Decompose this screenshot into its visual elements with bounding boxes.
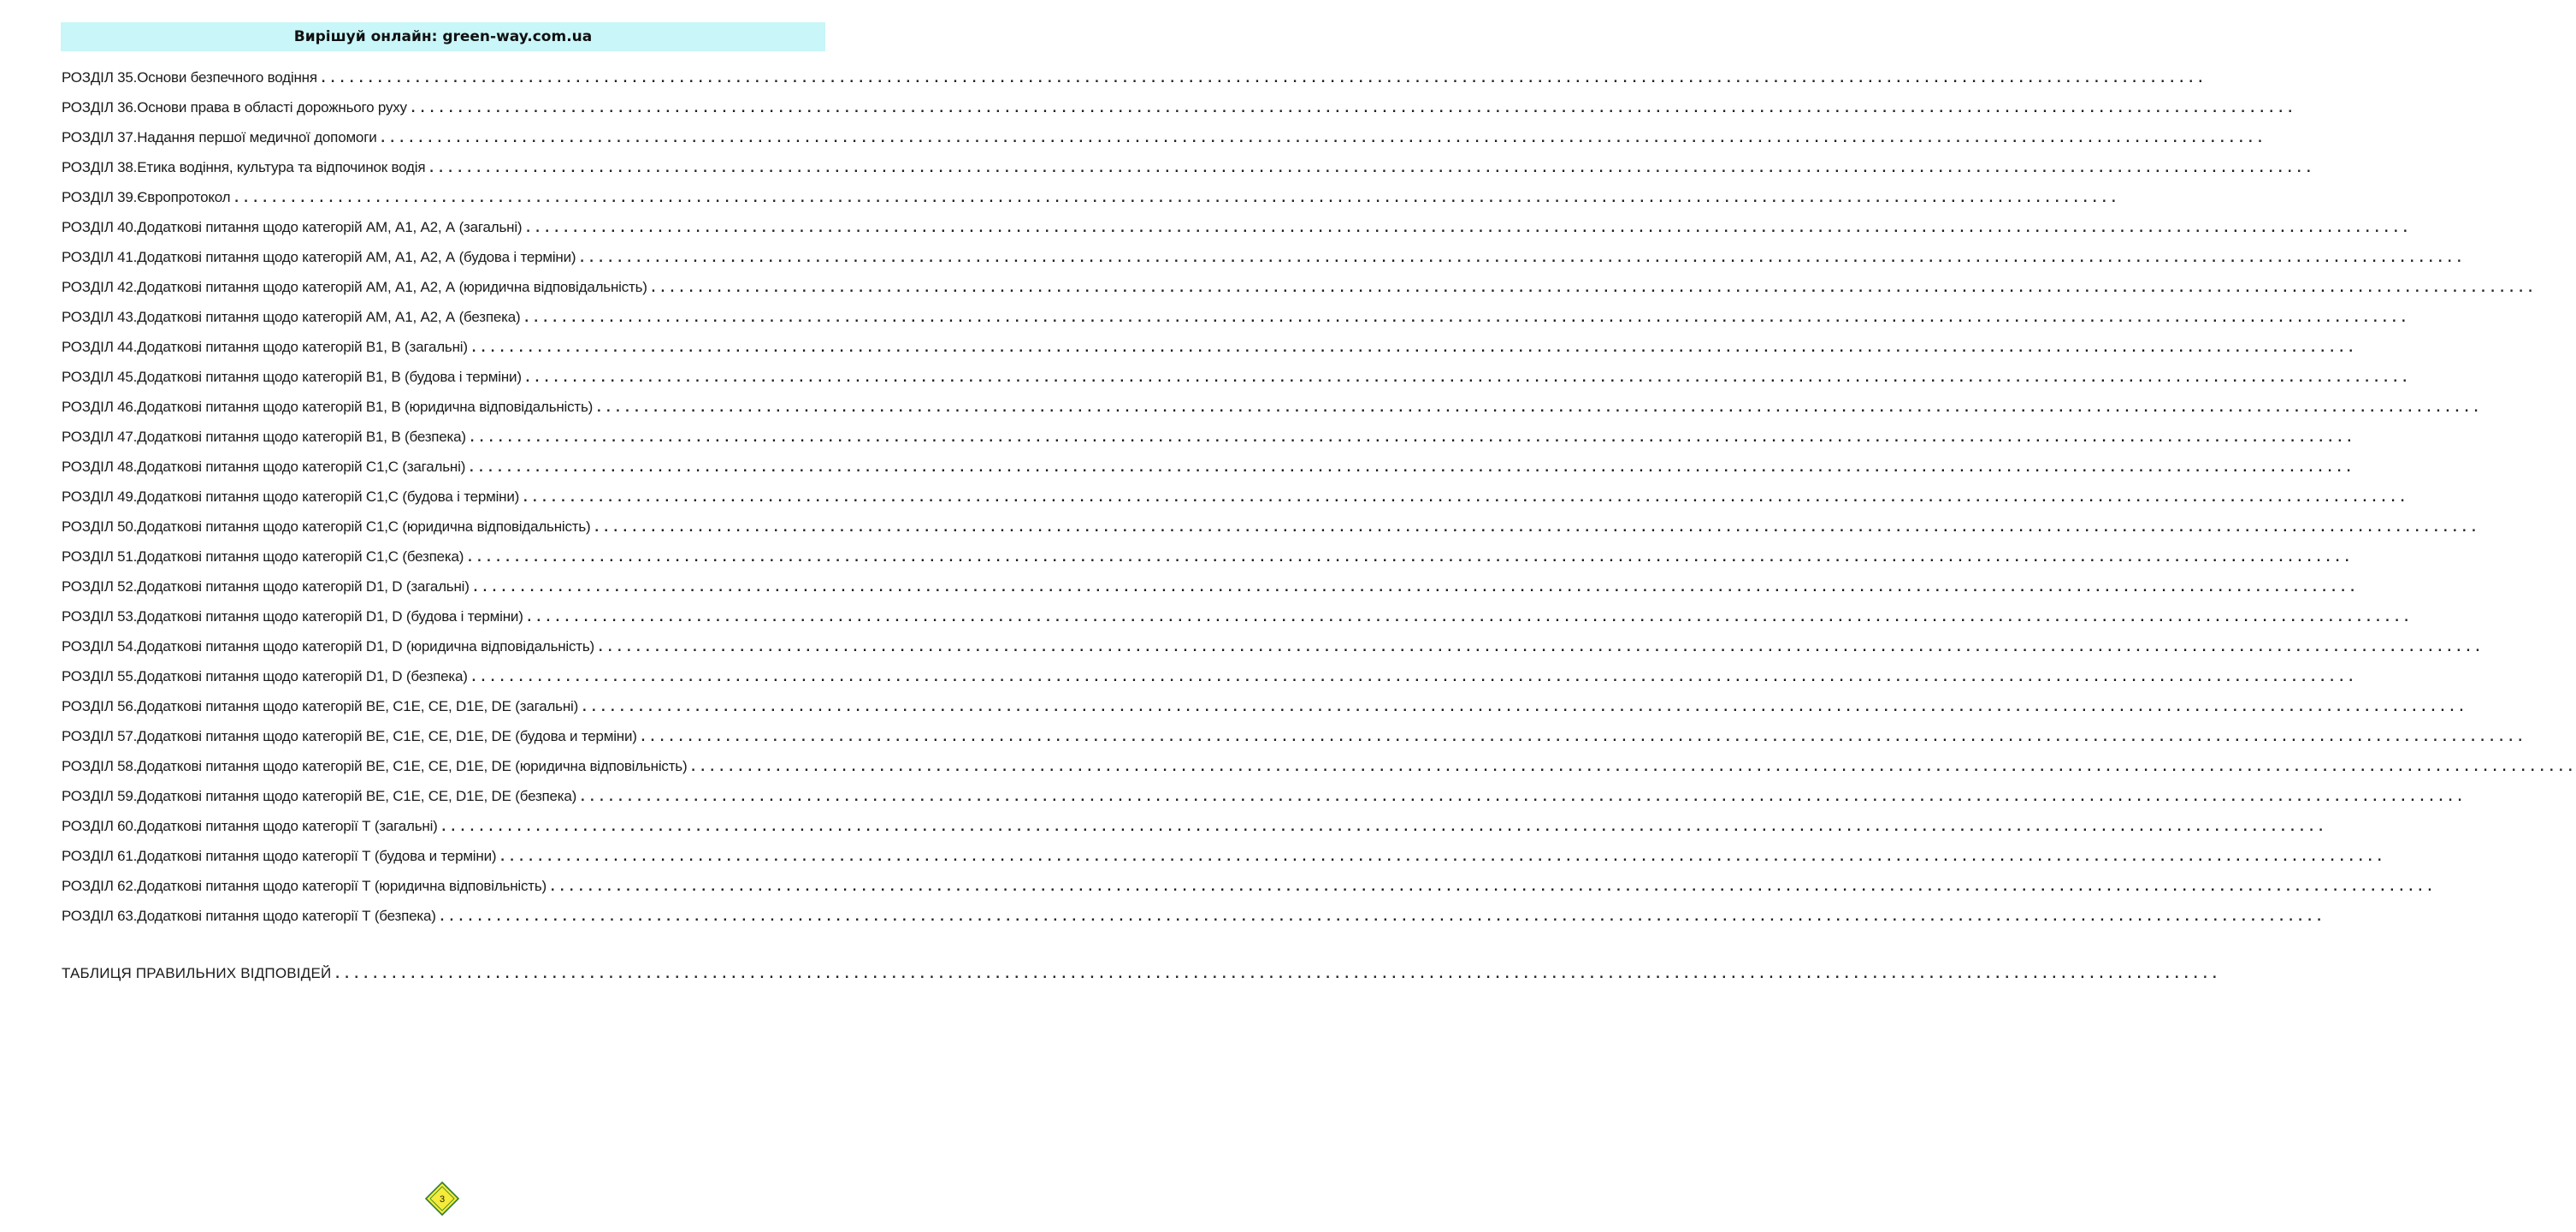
dot-leader: ........................................................................................................................................................................................................: [523, 371, 2411, 385]
toc-item-number: РОЗДІЛ 47.: [62, 429, 138, 445]
toc-item[interactable]: [62, 122, 2266, 152]
toc-item-title: Додаткові питання щодо категорій В1, В (загальні): [137, 339, 468, 355]
dot-leader: ........................................................................................................................................................................................................: [549, 880, 2436, 894]
toc-item-title: Додаткові питання щодо категорій С1,С (загальні): [137, 459, 466, 475]
toc-item-title: Додаткові питання щодо категорій АМ, А1, А2, А (будова і терміни): [137, 249, 576, 265]
toc-item-title: Додаткові питання щодо категорій В1, В (юридична відповідальність): [137, 399, 594, 415]
dot-leader: ........................................................................................................................................................................................................: [524, 222, 2412, 235]
dot-leader: ........................................................................................................................................................................................................: [379, 132, 2266, 145]
dot-leader: ........................................................................................................................................................................................................: [499, 850, 2386, 864]
toc-item-number: РОЗДІЛ 41.: [62, 249, 138, 265]
toc-item-title: Додаткові питання щодо категорій ВЕ, С1Е, СЕ, D1Е, DЕ (будова и терміни): [137, 728, 637, 744]
toc-item[interactable]: [62, 601, 2413, 631]
toc-item-title: Додаткові питання щодо категорій АМ, А1, А2, А (безпека): [137, 309, 521, 325]
toc-item-title: Додаткові питання щодо категорій С1,С (безпека): [137, 548, 464, 565]
toc-item-number: РОЗДІЛ 63.: [62, 908, 138, 924]
toc-item-number: РОЗДІЛ 53.: [62, 608, 138, 625]
dot-leader: ........................................................................................................................................................................................................: [649, 281, 2537, 295]
toc-item[interactable]: [62, 452, 2354, 482]
toc-item-title: Додаткові питання щодо категорій D1, D (юридична відповідальність): [137, 638, 595, 654]
toc-item-number: РОЗДІЛ 36.: [62, 99, 138, 116]
dot-leader: ........................................................................................................................................................................................................: [233, 192, 2120, 205]
toc-item-number: РОЗДІЛ 37.: [62, 129, 138, 145]
answers-table-entry: [62, 958, 2221, 988]
toc-item-number: РОЗДІЛ 59.: [62, 788, 138, 804]
toc-item-number: РОЗДІЛ 49.: [62, 489, 138, 505]
dot-leader: ........................................................................................................................................................................................................: [523, 311, 2410, 325]
toc-item-number: РОЗДІЛ 46.: [62, 399, 138, 415]
dot-leader: ........................................................................................................................................................................................................: [639, 731, 2526, 744]
dot-leader: ........................................................................................................................................................................................................: [593, 521, 2480, 535]
toc-item[interactable]: [62, 751, 2576, 781]
dot-leader: ........................................................................................................................................................................................................: [578, 252, 2466, 265]
toc-item-number: РОЗДІЛ 40.: [62, 219, 138, 235]
toc-item-number: РОЗДІЛ 35.: [62, 69, 138, 86]
toc-item-title: Додаткові питання щодо категорій С1,С (юридична відповідальність): [137, 518, 591, 535]
table-of-contents: [62, 62, 2576, 931]
toc-item-title: Основи безпечного водіння: [137, 69, 317, 86]
toc-item-title: Додаткові питання щодо категорій С1,С (будова і терміни): [137, 489, 520, 505]
toc-item[interactable]: [62, 781, 2466, 811]
toc-item-number: РОЗДІЛ 56.: [62, 698, 138, 714]
toc-item[interactable]: [62, 392, 2482, 422]
toc-item-title: Додаткові питання щодо категорій АМ, А1, А2, А (юридична відповідальність): [137, 279, 647, 295]
toc-item-number: РОЗДІЛ 52.: [62, 578, 138, 595]
page-number: 3: [439, 1194, 446, 1205]
toc-item-number: РОЗДІЛ 58.: [62, 758, 138, 774]
toc-item-title: Додаткові питання щодо категорії Т (безпека): [137, 908, 436, 924]
dot-leader: ........................................................................................................................................................................................................: [409, 102, 2296, 116]
toc-item-title: Основи права в області дорожнього руху: [137, 99, 407, 116]
toc-item[interactable]: [62, 512, 2480, 542]
toc-item[interactable]: [62, 302, 2410, 332]
toc-item-number: РОЗДІЛ 60.: [62, 818, 138, 834]
toc-item-title: Додаткові питання щодо категорій АМ, А1, А2, А (загальні): [137, 219, 523, 235]
dot-leader: ........................................................................................................................................................................................................: [689, 761, 2576, 774]
dot-leader: ........................................................................................................................................................................................................: [471, 581, 2359, 595]
toc-item-number: РОЗДІЛ 55.: [62, 668, 138, 684]
toc-item-number: РОЗДІЛ 38.: [62, 159, 138, 175]
answers-table-link[interactable]: [62, 958, 2221, 988]
toc-item-number: РОЗДІЛ 50.: [62, 518, 138, 535]
dot-leader: ........................................................................................................................................................................................................: [525, 611, 2413, 625]
toc-item-number: РОЗДІЛ 39.: [62, 189, 138, 205]
toc-item-number: РОЗДІЛ 61.: [62, 848, 138, 864]
toc-item[interactable]: [62, 152, 2315, 182]
toc-item-title: Додаткові питання щодо категорії Т (будова и терміни): [137, 848, 497, 864]
toc-item-number: РОЗДІЛ 42.: [62, 279, 138, 295]
toc-item[interactable]: [62, 332, 2357, 362]
toc-item-title: Додаткові питання щодо категорій ВЕ, С1Е, СЕ, D1Е, DЕ (загальні): [137, 698, 579, 714]
toc-item[interactable]: [62, 482, 2408, 512]
dot-leader: ........................................................................................................................................................................................................: [440, 820, 2327, 834]
toc-item-number: РОЗДІЛ 45.: [62, 369, 138, 385]
toc-item-title: Додаткові питання щодо категорій В1, В (безпека): [137, 429, 466, 445]
toc-item[interactable]: [62, 572, 2359, 601]
toc-item-number: РОЗДІЛ 43.: [62, 309, 138, 325]
toc-item[interactable]: [62, 811, 2327, 841]
diamond-badge-icon: [425, 1182, 459, 1216]
toc-item[interactable]: [62, 182, 2120, 212]
dot-leader: ........................................................................................................................................................................................................: [466, 551, 2353, 565]
toc-item[interactable]: [62, 721, 2526, 751]
toc-item-number: РОЗДІЛ 48.: [62, 459, 138, 475]
toc-item-title: Європротокол: [137, 189, 231, 205]
toc-item-title: Додаткові питання щодо категорій ВЕ, С1Е, СЕ, D1Е, DЕ (безпека): [137, 788, 577, 804]
dot-leader: ........................................................................................................................................................................................................: [470, 341, 2357, 355]
toc-item-number: РОЗДІЛ 57.: [62, 728, 138, 744]
dot-leader: ........................................................................................................................................................................................................: [581, 701, 2467, 714]
dot-leader: ........................................................................................................................................................................................................: [468, 461, 2354, 475]
dot-leader: ........................................................................................................................................................................................................: [595, 401, 2482, 415]
dot-leader: ........................................................................................................................................................................................................: [579, 791, 2466, 804]
banner-text: Вирішуй онлайн: green-way.com.ua: [293, 28, 593, 45]
toc-item[interactable]: [62, 422, 2355, 452]
dot-leader: ........................................................................................................................................................................................................: [468, 431, 2355, 445]
toc-item[interactable]: [62, 871, 2436, 901]
toc-item-title: Додаткові питання щодо категорій D1, D (загальні): [137, 578, 470, 595]
toc-item-number: РОЗДІЛ 51.: [62, 548, 138, 565]
toc-item-title: Додаткові питання щодо категорій D1, D (безпека): [137, 668, 468, 684]
dot-leader: ........................................................................................................................................................................................................: [522, 491, 2408, 505]
dot-leader: ........................................................................................................................................................................................................: [428, 162, 2315, 175]
toc-item-number: РОЗДІЛ 62.: [62, 878, 138, 894]
toc-item-title: Надання першої медичної допомоги: [137, 129, 377, 145]
header-banner: [61, 22, 825, 51]
toc-item[interactable]: [62, 92, 2296, 122]
dot-leader: ........................................................................................................................................................................................................: [470, 671, 2357, 684]
answers-table-title: ТАБЛИЦЯ ПРАВИЛЬНИХ ВІДПОВІДЕЙ: [62, 965, 332, 981]
toc-item[interactable]: [62, 362, 2411, 392]
dot-leader: ........................................................................................................................................................................................................: [319, 72, 2207, 86]
toc-item[interactable]: [62, 62, 2207, 92]
toc-item[interactable]: [62, 841, 2386, 871]
toc-item-number: РОЗДІЛ 54.: [62, 638, 138, 654]
toc-item-title: Додаткові питання щодо категорії Т (загальні): [137, 818, 438, 834]
toc-item[interactable]: [62, 631, 2484, 661]
dot-leader: ........................................................................................................................................................................................................: [334, 968, 2221, 981]
toc-item[interactable]: [62, 691, 2467, 721]
toc-item[interactable]: [62, 661, 2357, 691]
toc-item[interactable]: [62, 242, 2466, 272]
toc-item-title: Додаткові питання щодо категорій В1, В (будова і терміни): [137, 369, 522, 385]
page-number-badge: [425, 1182, 459, 1216]
toc-item[interactable]: [62, 272, 2537, 302]
toc-item-title: Додаткові питання щодо категорії Т (юридична відповільність): [137, 878, 547, 894]
toc-item-title: Етика водіння, культура та відпочинок водія: [137, 159, 426, 175]
toc-item-title: Додаткові питання щодо категорій D1, D (будова і терміни): [137, 608, 523, 625]
toc-item-title: Додаткові питання щодо категорій ВЕ, С1Е, СЕ, D1Е, DЕ (юридична відповільність): [137, 758, 688, 774]
dot-leader: ........................................................................................................................................................................................................: [597, 641, 2484, 654]
dot-leader: ........................................................................................................................................................................................................: [438, 910, 2325, 924]
toc-item[interactable]: [62, 212, 2412, 242]
toc-item[interactable]: [62, 901, 2325, 931]
toc-item[interactable]: [62, 542, 2353, 572]
toc-item-number: РОЗДІЛ 44.: [62, 339, 138, 355]
